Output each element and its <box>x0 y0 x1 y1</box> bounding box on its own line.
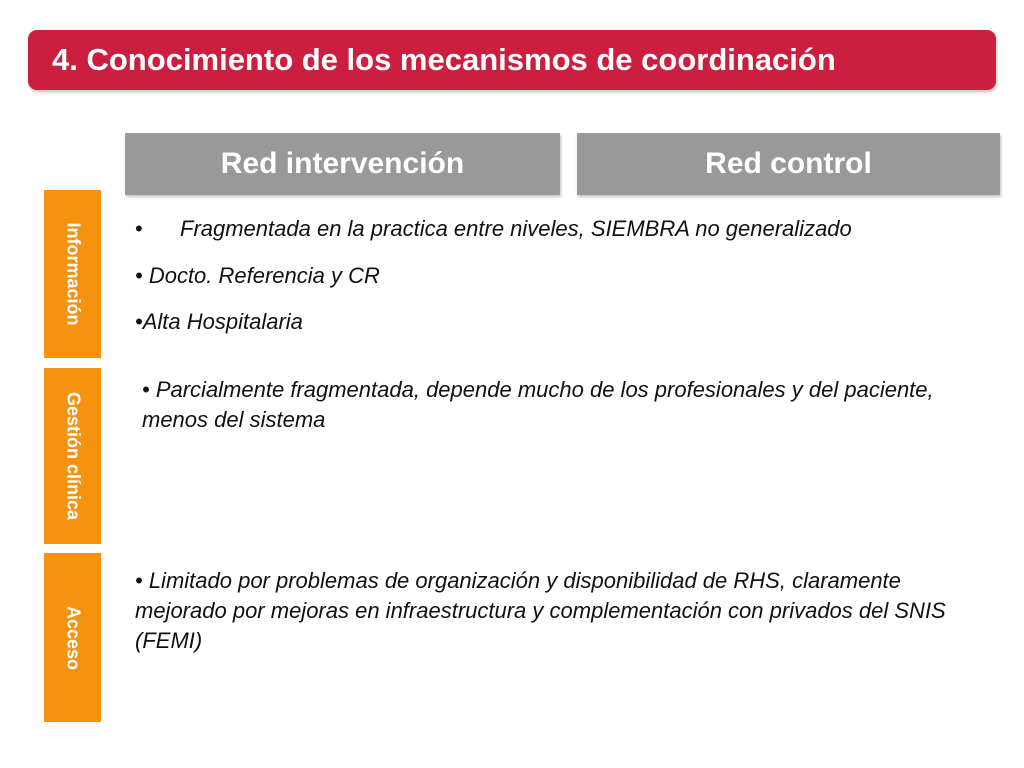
row-label-acceso-text: Acceso <box>63 605 83 670</box>
bullet-mark: • <box>135 216 143 241</box>
column-header-red-control: Red control <box>577 133 1000 195</box>
gestion-clinica-text: • Parcialmente fragmentada, depende mucho de los profesionales y del paciente, menos del sistema <box>142 377 934 432</box>
row-label-informacion-text: Información <box>63 222 83 326</box>
row-label-informacion <box>44 190 101 358</box>
informacion-bullet-3: •Alta Hospitalaria <box>135 309 303 334</box>
column-header-red-intervencion: Red intervención <box>125 133 560 195</box>
row-label-gestion-clinica-text: Gestión clínica <box>63 391 83 521</box>
slide-title: 4. Conocimiento de los mecanismos de coordinación <box>52 42 836 77</box>
row-label-acceso <box>44 553 101 722</box>
informacion-bullet-2: • Docto. Referencia y CR <box>135 263 380 288</box>
acceso-text: • Limitado por problemas de organización y disponibilidad de RHS, claramente mejorado por mejoras en infraestructura y complementación con privados del SNIS (FEMI) <box>135 568 946 653</box>
informacion-bullet-1-text: Fragmentada en la practica entre niveles, SIEMBRA no generalizado <box>180 216 852 241</box>
row-label-gestion-clinica <box>44 368 101 544</box>
informacion-bullet-1 <box>135 214 852 244</box>
